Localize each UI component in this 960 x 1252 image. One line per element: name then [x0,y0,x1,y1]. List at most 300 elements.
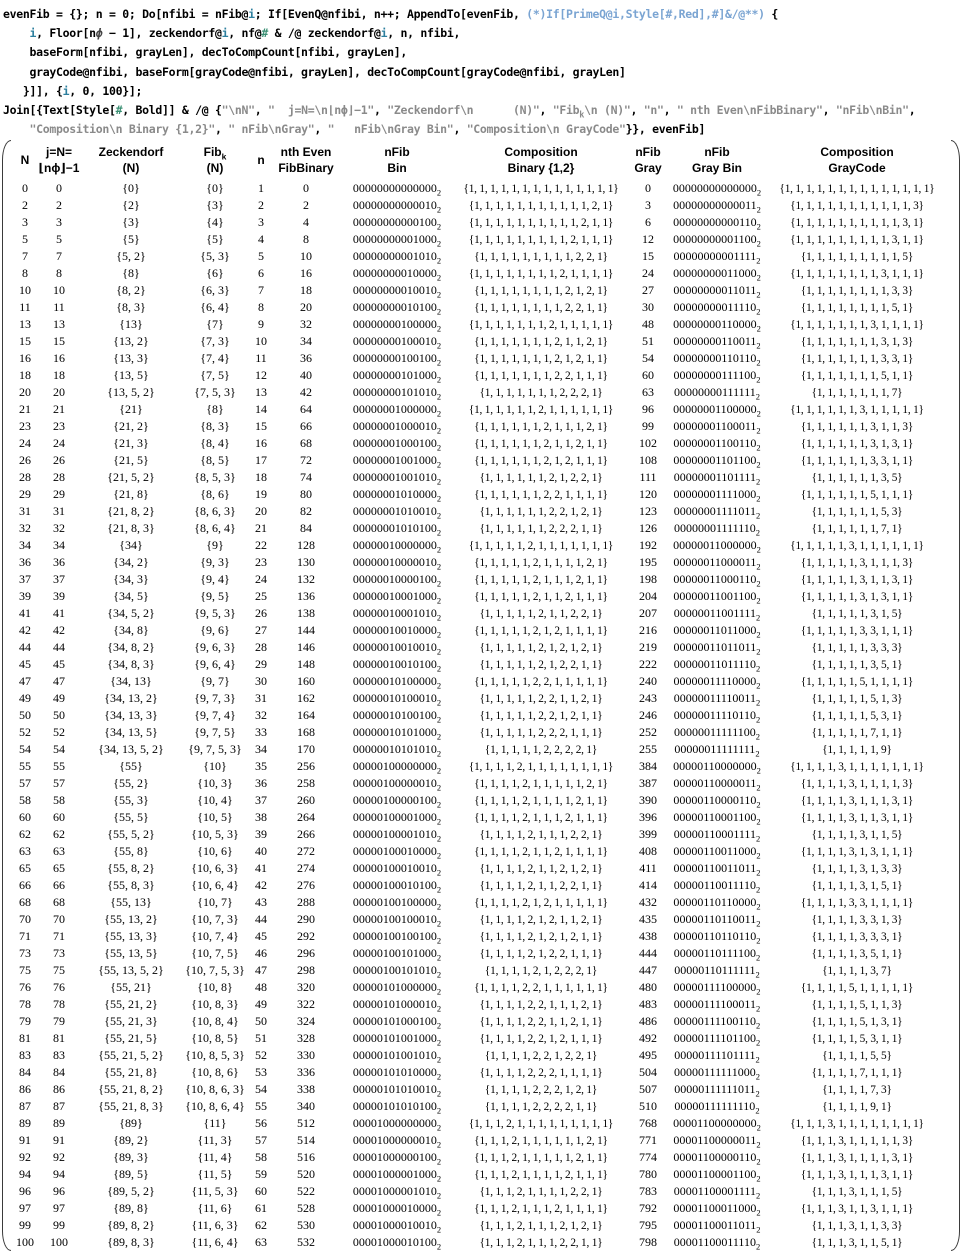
cell-composition-binary: {1, 1, 1, 1, 2, 1, 1, 1, 2, 1, 1, 1} [474,811,608,824]
cell-n-value: 5 [22,232,28,247]
cell-index-n: 21 [255,521,267,536]
cell-nfib-gray: 198 [639,572,657,587]
cell-index-n: 58 [255,1150,267,1165]
cell-nfib-bin: $00000100001010_2$ [352,827,442,844]
cell-nth-even-fibbinary: 298 [297,963,315,978]
cell-nfib-gray: 492 [639,1031,657,1046]
cell-nfib-gray: 495 [639,1048,657,1063]
cell-nfib-bin: $00000100100000_2$ [352,895,442,912]
cell-n-value: 62 [19,827,31,842]
cell-nfib-gray-bin: $00000001101111_2$ [673,470,761,487]
cell-fib-k: {7, 5, 3} [194,385,236,400]
cell-nfib-bin: $00000010001010_2$ [352,606,442,623]
cell-n-value: 39 [19,589,31,604]
cell-fib-k: {10, 6} [197,844,233,859]
cell-composition-graycode: {1, 1, 1, 1, 3, 3, 1, 1, 1, 1} [800,896,914,909]
cell-index-n: 63 [255,1235,267,1250]
cell-index-n: 17 [255,453,267,468]
cell-index-n: 54 [255,1082,267,1097]
cell-composition-graycode: {1, 1, 1, 1, 5, 1, 1, 1, 1, 1} [800,981,914,994]
table-row [13,809,949,826]
cell-nfib-gray: 435 [639,912,657,927]
table-row [13,707,949,724]
cell-zeckendorf: {89, 3} [113,1150,149,1165]
cell-nfib-bin: $00000101000100_2$ [352,1014,442,1031]
cell-fib-k: {8, 3} [200,419,230,434]
cell-j-value: 36 [53,555,65,570]
cell-nth-even-fibbinary: 40 [300,368,312,383]
cell-nfib-bin: $00000100000000_2$ [352,759,442,776]
cell-index-n: 39 [255,827,267,842]
code-segment-plain: evenFib = {}; n = 0; Do[nfibi = nFib@ [3,7,249,21]
cell-nth-even-fibbinary: 522 [297,1184,315,1199]
code-segment-string: "Composition\n Binary {1,2}" [29,122,215,137]
cell-composition-binary: {1, 1, 1, 1, 2, 2, 2, 1, 1, 1, 1} [479,1066,603,1079]
cell-nfib-bin: $00001000010100_2$ [352,1235,442,1252]
cell-j-value: 87 [53,1099,65,1114]
cell-composition-graycode: {1, 1, 1, 1, 1, 1, 1, 1, 3, 3} [800,284,914,297]
cell-index-n: 19 [255,487,267,502]
cell-nfib-gray: 438 [639,929,657,944]
cell-zeckendorf: {34, 8, 3} [107,657,155,672]
cell-nfib-gray: 219 [639,640,657,655]
cell-composition-graycode: {1, 1, 1, 1, 1, 1, 7, 1} [811,522,903,535]
code-segment-plain [3,26,30,40]
cell-nfib-gray-bin: $00001100000000_2$ [673,1116,761,1133]
cell-nfib-bin: $00000001000010_2$ [352,419,442,436]
cell-composition-graycode: {1, 1, 1, 1, 1, 3, 1, 1, 1, 1, 1, 1} [790,539,924,552]
cell-nfib-gray-bin: $00000011000110_2$ [673,572,761,589]
cell-fib-k: {10, 7, 3} [191,912,239,927]
cell-nfib-bin: $00000001000100_2$ [352,436,442,453]
cell-nth-even-fibbinary: 68 [300,436,312,451]
cell-composition-graycode: {1, 1, 1, 1, 3, 1, 1, 1, 1, 1, 1, 1} [790,760,924,773]
table-row [13,1132,949,1149]
cell-nfib-bin: $00000010100100_2$ [352,708,442,725]
table-row [13,1064,949,1081]
cell-fib-k: {10, 8, 4} [191,1014,239,1029]
cell-n-value: 21 [19,402,31,417]
cell-fib-k: {8, 4} [200,436,230,451]
cell-nfib-bin: $00000100000010_2$ [352,776,442,793]
code-segment-plain: ; If[EvenQ@nfibi, n++; AppendTo[evenFib, [254,7,527,21]
cell-fib-k: {8, 6} [200,487,230,502]
cell-nth-even-fibbinary: 290 [297,912,315,927]
cell-nfib-bin: $00000101000000_2$ [352,980,442,997]
cell-zeckendorf: {34, 13, 5} [104,725,158,740]
code-segment-plain: { [764,7,778,21]
cell-n-value: 89 [19,1116,31,1131]
code-segment-slot: # [261,26,268,41]
cell-j-value: 0 [56,181,62,196]
cell-fib-k: {9, 7, 5, 3} [188,742,242,757]
cell-zeckendorf: {21, 5, 2} [107,470,155,485]
cell-composition-graycode: {1, 1, 1, 1, 1, 1, 3, 1, 1, 1, 1, 1} [790,403,924,416]
cell-composition-graycode: {1, 1, 1, 1, 1, 1, 1, 1, 1, 1, 1, 3} [790,199,924,212]
cell-composition-graycode: {1, 1, 1, 3, 1, 1, 1, 5} [811,1185,903,1198]
cell-nfib-gray-bin: $00000011000011_2$ [673,555,761,572]
cell-fib-k: {9, 4} [200,572,230,587]
cell-nfib-gray: 414 [639,878,657,893]
cell-nfib-bin: $00000010010100_2$ [352,657,442,674]
cell-j-value: 11 [53,300,65,315]
cell-n-value: 66 [19,878,31,893]
cell-nfib-bin: $00001000010010_2$ [352,1218,442,1235]
cell-nfib-gray: 111 [639,470,657,485]
cell-composition-binary: {1, 1, 1, 1, 1, 1, 1, 2, 2, 1, 1, 1} [474,369,608,382]
code-segment-local: i [62,83,70,98]
cell-nfib-gray: 774 [639,1150,657,1165]
cell-composition-binary: {1, 1, 1, 1, 2, 1, 1, 1, 1, 1, 1, 1, 1} [468,760,614,773]
cell-j-value: 55 [53,759,65,774]
cell-nfib-gray: 120 [639,487,657,502]
cell-zeckendorf: {55, 21, 3} [104,1014,158,1029]
cell-j-value: 75 [53,963,65,978]
cell-n-value: 78 [19,997,31,1012]
cell-nfib-gray: 795 [639,1218,657,1233]
code-segment-plain: , [373,103,388,118]
cell-nth-even-fibbinary: 296 [297,946,315,961]
cell-n-value: 60 [19,810,31,825]
cell-composition-binary: {1, 1, 1, 1, 1, 1, 1, 1, 1, 2, 1, 1, 1} [468,233,614,246]
code-line [3,43,960,62]
cell-composition-binary: {1, 1, 1, 1, 1, 2, 2, 1, 1, 1, 1, 1} [474,675,608,688]
cell-composition-graycode: {1, 1, 1, 1, 3, 1, 1, 3, 1, 1} [800,811,914,824]
cell-nfib-gray: 432 [639,895,657,910]
cell-nfib-bin: $00000001001000_2$ [352,453,442,470]
cell-nfib-gray-bin: $00001100000011_2$ [673,1133,761,1150]
table-row [13,673,949,690]
code-segment-local: i [29,26,37,41]
cell-nfib-bin: $00000100000100_2$ [352,793,442,810]
table-row [13,180,949,197]
cell-nth-even-fibbinary: 330 [297,1048,315,1063]
cell-nfib-gray-bin: $00000000011000_2$ [673,266,761,283]
cell-zeckendorf: {13, 5} [113,368,149,383]
cell-fib-k: {11} [203,1116,227,1131]
cell-nfib-gray-bin: $00000000000000_2$ [672,181,762,198]
code-line [3,5,960,24]
cell-zeckendorf: {55, 21, 2} [104,997,158,1012]
cell-index-n: 13 [255,385,267,400]
cell-composition-graycode: {1, 1, 1, 3, 1, 1, 1, 1, 1, 1, 1, 1} [790,1117,924,1130]
cell-nfib-gray: 486 [639,1014,657,1029]
cell-nfib-bin: $00000101000010_2$ [352,997,442,1014]
cell-nfib-gray: 123 [639,504,657,519]
cell-composition-binary: {1, 1, 1, 1, 2, 1, 1, 1, 2, 2, 1} [479,828,603,841]
cell-composition-binary: {1, 1, 1, 1, 1, 2, 2, 2, 1, 1, 1} [479,726,603,739]
cell-nth-even-fibbinary: 72 [300,453,312,468]
table-row [13,1081,949,1098]
cell-nfib-bin: $00000000010010_2$ [352,283,442,300]
cell-j-value: 7 [56,249,62,264]
table-row [13,1234,949,1251]
cell-j-value: 70 [53,912,65,927]
cell-j-value: 29 [53,487,65,502]
cell-nfib-gray-bin: $00000110110011_2$ [673,912,761,929]
table-row [13,1098,949,1115]
cell-fib-k: {10, 8, 5, 3} [185,1048,245,1063]
cell-fib-k: {7, 4} [200,351,230,366]
table-row [13,622,949,639]
cell-j-value: 2 [56,198,62,213]
cell-nth-even-fibbinary: 74 [300,470,312,485]
cell-n-value: 63 [19,844,31,859]
cell-nth-even-fibbinary: 144 [297,623,315,638]
cell-n-value: 41 [19,606,31,621]
cell-j-value: 15 [53,334,65,349]
cell-nfib-gray-bin: $00000110110000_2$ [673,895,761,912]
cell-zeckendorf: {55, 5} [113,810,149,825]
cell-nfib-gray: 222 [639,657,657,672]
cell-j-value: 57 [53,776,65,791]
code-input-cell[interactable] [0,0,960,139]
cell-fib-k: {9, 6, 4} [194,657,236,672]
cell-nth-even-fibbinary: 66 [300,419,312,434]
cell-nfib-gray: 444 [639,946,657,961]
cell-n-value: 20 [19,385,31,400]
cell-j-value: 66 [53,878,65,893]
cell-nfib-bin: $00000000000000_2$ [352,181,442,198]
cell-composition-graycode: {1, 1, 1, 1, 1, 5, 1, 3} [811,692,903,705]
cell-nth-even-fibbinary: 512 [297,1116,315,1131]
code-segment-plain: & /@ zeckendorf@ [267,26,381,41]
cell-nth-even-fibbinary: 130 [297,555,315,570]
cell-nth-even-fibbinary: 324 [297,1014,315,1029]
cell-nfib-bin: $00000100100100_2$ [352,929,442,946]
column-header-fib-k: Fib$_k$ (N) [203,145,227,176]
code-segment-string: "Zeckendorf\n (N)" [387,103,540,118]
cell-nfib-bin: $00000001001010_2$ [352,470,442,487]
cell-composition-binary: {1, 1, 1, 1, 2, 1, 2, 2, 1, 1, 1} [479,947,603,960]
cell-nfib-gray: 384 [639,759,657,774]
cell-composition-binary: {1, 1, 1, 1, 2, 1, 1, 1, 1, 1, 2, 1} [474,777,608,790]
cell-index-n: 3 [258,215,264,230]
cell-j-value: 8 [56,266,62,281]
cell-nth-even-fibbinary: 18 [300,283,312,298]
table-row [13,452,949,469]
cell-nth-even-fibbinary: 128 [297,538,315,553]
cell-composition-graycode: {1, 1, 1, 1, 3, 1, 1, 5} [811,828,903,841]
table-row [13,231,949,248]
cell-index-n: 20 [255,504,267,519]
cell-index-n: 48 [255,980,267,995]
cell-n-value: 3 [22,215,28,230]
cell-j-value: 28 [53,470,65,485]
cell-nfib-gray-bin: $00000011111100_2$ [673,725,761,742]
table-row [13,877,949,894]
code-segment-plain: , [314,122,328,137]
cell-zeckendorf: {13, 3} [113,351,149,366]
cell-nth-even-fibbinary: 32 [300,317,312,332]
code-segment-plain [3,122,30,136]
cell-nfib-bin: $00000101010000_2$ [352,1065,442,1082]
cell-fib-k: {9, 7} [200,674,230,689]
cell-index-n: 33 [255,725,267,740]
code-segment-plain: }]], { [3,83,63,98]
cell-composition-graycode: {1, 1, 1, 1, 3, 3, 3, 1} [811,930,903,943]
cell-composition-graycode: {1, 1, 1, 1, 3, 5, 1, 1} [811,947,903,960]
cell-nfib-gray-bin: $00001100011011_2$ [673,1218,761,1235]
cell-nfib-gray: 252 [639,725,657,740]
cell-composition-graycode: {1, 1, 1, 1, 1, 9} [822,743,892,756]
cell-nfib-bin: $00000100010010_2$ [352,861,442,878]
code-segment-plain: , 0, 100}]; [69,83,143,98]
table-row [13,588,949,605]
cell-nfib-gray-bin: $00000000000110_2$ [673,215,761,232]
cell-composition-binary: {1, 1, 1, 1, 1, 2, 2, 1, 1, 2, 1} [479,692,603,705]
table-row [13,333,949,350]
cell-composition-graycode: {1, 1, 1, 1, 3, 3, 1, 3} [811,913,903,926]
cell-zeckendorf: {21, 3} [113,436,149,451]
cell-nfib-gray: 204 [639,589,657,604]
cell-index-n: 1 [258,181,264,196]
cell-n-value: 68 [19,895,31,910]
cell-j-value: 42 [53,623,65,638]
cell-nfib-bin: $00000101010010_2$ [352,1082,442,1099]
cell-composition-binary: {1, 1, 1, 1, 1, 1, 1, 1, 2, 1, 2, 1} [474,284,608,297]
cell-composition-graycode: {1, 1, 1, 1, 3, 1, 1, 1, 3, 1} [800,794,914,807]
cell-zeckendorf: {89} [119,1116,143,1131]
code-segment-plain: baseForm[nfibi, grayLen], decToCompCount[nfibi, grayLen], [3,45,408,60]
cell-index-n: 52 [255,1048,267,1063]
cell-composition-binary: {1, 1, 1, 1, 1, 1, 1, 1, 1, 1, 1, 2, 1} [468,199,614,212]
cell-n-value: 10 [19,283,31,298]
cell-zeckendorf: {34, 13, 2} [104,691,158,706]
cell-nfib-gray: 768 [639,1116,657,1131]
cell-nfib-gray: 504 [639,1065,657,1080]
cell-n-value: 8 [22,266,28,281]
table-row [13,1149,949,1166]
cell-index-n: 36 [255,776,267,791]
cell-nfib-bin: $00000000000010_2$ [352,198,442,215]
cell-nfib-bin: $00000100001000_2$ [352,810,442,827]
cell-index-n: 6 [258,266,264,281]
cell-composition-binary: {1, 1, 1, 1, 1, 1, 2, 1, 2, 1, 1, 1} [474,454,608,467]
cell-index-n: 50 [255,1014,267,1029]
cell-nfib-gray: 390 [639,793,657,808]
cell-nfib-gray: 771 [639,1133,657,1148]
cell-composition-binary: {1, 1, 1, 1, 2, 1, 2, 1, 1, 1, 1, 1} [474,896,608,909]
cell-composition-binary: {1, 1, 1, 1, 1, 2, 1, 2, 2, 1, 1} [479,658,603,671]
cell-composition-graycode: {1, 1, 1, 1, 1, 1, 1, 5, 1, 1} [800,369,914,382]
cell-zeckendorf: {89, 8} [113,1201,149,1216]
cell-fib-k: {9, 5, 3} [194,606,236,621]
table-row [13,1030,949,1047]
cell-n-value: 84 [19,1065,31,1080]
cell-index-n: 61 [255,1201,267,1216]
cell-index-n: 34 [255,742,267,757]
cell-index-n: 49 [255,997,267,1012]
table-row [13,724,949,741]
code-segment-string: " nth Even\nFibBinary" [676,103,823,118]
cell-nfib-gray: 798 [639,1235,657,1250]
cell-nth-even-fibbinary: 328 [297,1031,315,1046]
cell-j-value: 84 [53,1065,65,1080]
cell-nth-even-fibbinary: 136 [297,589,315,604]
cell-fib-k: {10, 6, 3} [191,861,239,876]
cell-fib-k: {7} [206,317,224,332]
cell-nfib-gray-bin: $00000000011110_2$ [673,300,761,317]
cell-composition-graycode: {1, 1, 1, 1, 3, 7} [822,964,892,977]
table-row [13,537,949,554]
code-segment-plain: , [663,103,677,118]
cell-nfib-bin: $00000000101010_2$ [352,385,442,402]
cell-nfib-bin: $00000001010000_2$ [352,487,442,504]
cell-n-value: 18 [19,368,31,383]
cell-composition-binary: {1, 1, 1, 1, 2, 2, 1, 1, 1, 1, 1, 1} [474,981,608,994]
column-header-j-value: j=N= ⌊nϕ⌋−1 [38,145,80,176]
code-segment-string: "nFib\nBin" [835,103,909,118]
cell-index-n: 41 [255,861,267,876]
cell-n-value: 81 [19,1031,31,1046]
table-row [13,520,949,537]
cell-fib-k: {5, 3} [200,249,230,264]
cell-zeckendorf: {5} [122,232,140,247]
cell-zeckendorf: {55, 8, 2} [107,861,155,876]
cell-composition-graycode: {1, 1, 1, 3, 1, 1, 1, 3, 1, 1} [800,1168,914,1181]
cell-nth-even-fibbinary: 42 [300,385,312,400]
cell-n-value: 50 [19,708,31,723]
cell-nfib-bin: $00000000000100_2$ [352,215,442,232]
cell-j-value: 68 [53,895,65,910]
cell-fib-k: {7, 3} [200,334,230,349]
cell-j-value: 83 [53,1048,65,1063]
cell-composition-binary: {1, 1, 1, 1, 1, 2, 1, 1, 1, 1, 2, 1} [474,556,608,569]
cell-nfib-bin: $00000010100000_2$ [352,674,442,691]
cell-nth-even-fibbinary: 520 [297,1167,315,1182]
cell-fib-k: {9, 7, 5} [194,725,236,740]
cell-zeckendorf: {55, 13, 5} [104,946,158,961]
cell-nfib-gray-bin: $00000000110011_2$ [673,334,761,351]
cell-nfib-bin: $00000010001000_2$ [352,589,442,606]
cell-nfib-gray: 126 [639,521,657,536]
code-segment-plain: , Floor[n [36,26,96,41]
cell-zeckendorf: {55, 21, 5, 2} [98,1048,164,1063]
cell-zeckendorf: {55, 21, 8, 3} [98,1099,164,1114]
table-row [13,469,949,486]
cell-composition-binary: {1, 1, 1, 1, 2, 2, 1, 2, 2, 1} [484,1049,598,1062]
cell-n-value: 42 [19,623,31,638]
cell-nth-even-fibbinary: 36 [300,351,312,366]
cell-nfib-gray: 792 [639,1201,657,1216]
cell-zeckendorf: {34, 13} [110,674,152,689]
open-paren-icon [2,140,11,1251]
cell-composition-graycode: {1, 1, 1, 1, 5, 3, 1, 1} [811,1032,903,1045]
output-table [2,140,958,1251]
code-segment-local: i [248,7,255,21]
cell-zeckendorf: {55, 21, 5} [104,1031,158,1046]
cell-composition-graycode: {1, 1, 1, 1, 1, 5, 1, 1, 1, 1} [800,675,914,688]
cell-j-value: 20 [53,385,65,400]
cell-composition-graycode: {1, 1, 1, 1, 1, 1, 3, 5} [811,471,903,484]
cell-j-value: 99 [53,1218,65,1233]
cell-index-n: 18 [255,470,267,485]
cell-nth-even-fibbinary: 258 [297,776,315,791]
cell-j-value: 89 [53,1116,65,1131]
cell-composition-graycode: {1, 1, 1, 1, 1, 1, 1, 7} [811,386,903,399]
cell-nth-even-fibbinary: 138 [297,606,315,621]
cell-fib-k: {10, 8} [197,980,233,995]
cell-composition-binary: {1, 1, 1, 1, 2, 2, 1, 2, 1, 1, 1} [479,1032,603,1045]
cell-fib-k: {11, 6} [197,1201,233,1216]
cell-nfib-bin: $00000000100000_2$ [352,317,442,334]
cell-index-n: 51 [255,1031,267,1046]
cell-fib-k: {6} [206,266,224,281]
cell-j-value: 91 [53,1133,65,1148]
cell-composition-binary: {1, 1, 1, 1, 1, 1, 2, 2, 1, 1, 1, 1} [474,488,608,501]
table-row [13,418,949,435]
